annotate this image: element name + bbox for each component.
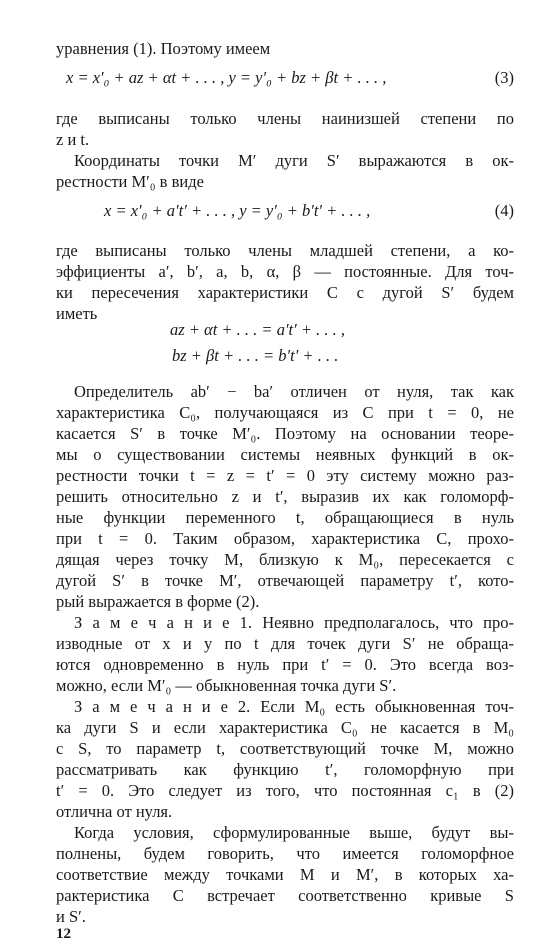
text-line: при t = 0. Таким образом, характеристика C, прохо- <box>56 529 514 548</box>
text-line: изводные от x и y по t для точек дуги S′ не обраща- <box>56 634 514 653</box>
text-line: мы о существовании системы неявных функций в ок- <box>56 445 514 464</box>
text-line: рестности точки t = z = t′ = 0 эту систему можно раз- <box>56 466 514 485</box>
text-line: где выписаны только члены наинизшей степени по <box>56 109 514 128</box>
text-line: Координаты точки M′ дуги S′ выражаются в ок- <box>74 151 514 170</box>
text-line: с S, то параметр t, соответствующий точке M, можно <box>56 739 514 758</box>
text-line: ка дуги S и если характеристика C₀ не касается в M₀ <box>56 718 514 737</box>
text-line: решить относительно z и t′, выразив их как голоморф- <box>56 487 514 506</box>
text-line: характеристика C₀, получающаяся из C при t = 0, не <box>56 403 514 422</box>
text-line: z и t. <box>56 130 90 149</box>
text-line: Определитель ab′ − ba′ отличен от нуля, так как <box>74 382 514 401</box>
equation-4-number: (4) <box>494 201 514 220</box>
text-line: эффициенты a′, b′, a, b, α, β — постоянные. Для точ- <box>56 262 514 281</box>
text-line: соответствие между точками M и M′, в которых ха- <box>56 865 514 884</box>
text-line: З а м е ч а н и е 2. Если M₀ есть обыкновенная точ- <box>74 697 514 716</box>
system-equation-1: az + αt + . . . = a′t′ + . . . , <box>170 320 346 339</box>
system-equation-2: bz + βt + . . . = b′t′ + . . . <box>172 346 339 365</box>
text-line: рактеристика C встречает соответственно кривые S <box>56 886 514 905</box>
text-line: касается S′ в точке M′₀. Поэтому на основании теоре- <box>56 424 514 443</box>
text-line: Когда условия, сформулированные выше, будут вы- <box>74 823 514 842</box>
text-line: рый выражается в форме (2). <box>56 592 260 611</box>
text-line: ки пересечения характеристики C с дугой S′ будем <box>56 283 514 302</box>
text-line: ные функции переменного t, обращающиеся в нуль <box>56 508 514 527</box>
text-line: где выписаны только члены младшей степени, а ко- <box>56 241 514 260</box>
text-line: рестности M′₀ в виде <box>56 172 204 191</box>
text-line: можно, если M′₀ — обыкновенная точка дуги S′. <box>56 676 397 695</box>
text-line: и S′. <box>56 907 86 926</box>
equation-4: x = x′₀ + a′t′ + . . . , y = y′₀ + b′t′ + . . . , <box>104 201 371 220</box>
text-line: рассматривать как функцию t′, голоморфную при <box>56 760 514 779</box>
equation-3: x = x′₀ + az + αt + . . . , y = y′₀ + bz + βt + . . . , <box>66 68 387 87</box>
text-line: отлична от нуля. <box>56 802 173 821</box>
text-line: уравнения (1). Поэтому имеем <box>56 39 271 58</box>
equation-3-number: (3) <box>494 68 514 87</box>
text-line: t′ = 0. Это следует из того, что постоянная c₁ в (2) <box>56 781 514 800</box>
text-line: полнены, будем говорить, что имеется голоморфное <box>56 844 514 863</box>
text-line: иметь <box>56 304 98 323</box>
text-line: дящая через точку M, близкую к M₀, пересекается с <box>56 550 514 569</box>
text-line: ются одновременно в нуль при t′ = 0. Это всегда воз- <box>56 655 514 674</box>
text-line: дугой S′ в точке M′, отвечающей параметру t′, кото- <box>56 571 514 590</box>
page-number: 12 <box>56 926 71 942</box>
text-line: З а м е ч а н и е 1. Неявно предполагалось, что про- <box>74 613 514 632</box>
